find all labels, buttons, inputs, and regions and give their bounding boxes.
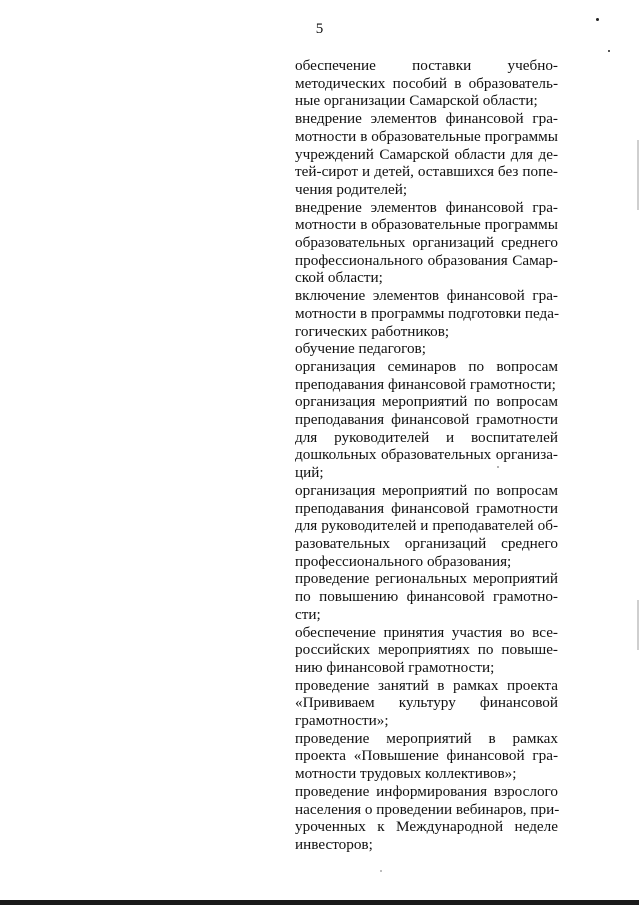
text-line: преподавания финансовой грамотности <box>295 411 558 429</box>
text-line: обучение педагогов; <box>295 340 426 358</box>
document-body <box>295 57 558 854</box>
text-line: проекта «Повышение финансовой гра- <box>295 747 558 765</box>
text-line: ской области; <box>295 269 383 287</box>
text-line: для руководителей и преподавателей об- <box>295 517 558 535</box>
text-line: профессионального образования; <box>295 552 512 570</box>
list-item <box>295 783 558 854</box>
list-item <box>295 110 558 199</box>
list-item <box>295 358 558 393</box>
text-line: обеспечение принятия участия во все- <box>295 623 558 641</box>
text-line: преподавания финансовой грамотности <box>295 499 558 517</box>
page-number: 5 <box>315 21 324 37</box>
list-item <box>295 624 558 677</box>
text-line: мотности в программы подготовки педа- <box>295 304 560 322</box>
text-line: мотности в образовательные программы <box>295 216 558 234</box>
text-line: профессионального образования Самар- <box>295 251 558 269</box>
text-line: внедрение элементов финансовой гра- <box>295 198 558 216</box>
text-line: ные организации Самарской области; <box>295 92 538 110</box>
text-line: нию финансовой грамотности; <box>295 658 495 676</box>
text-line: по повышению финансовой грамотно- <box>295 588 558 606</box>
text-line: инвесторов; <box>295 835 373 853</box>
text-line: мотности в образовательные программы <box>295 127 558 145</box>
text-line: учреждений Самарской области для де- <box>295 145 558 163</box>
text-line: образовательных организаций среднего <box>295 234 558 252</box>
text-line: сти; <box>295 605 321 623</box>
text-line: проведение мероприятий в рамках <box>295 729 558 747</box>
scan-speck <box>608 50 610 52</box>
scan-speck <box>497 466 499 468</box>
list-item <box>295 570 558 623</box>
text-line: разовательных организаций среднего <box>295 534 558 552</box>
text-line: проведение региональных мероприятий <box>295 570 558 588</box>
list-item <box>295 677 558 730</box>
text-line: населения о проведении вебинаров, при- <box>295 800 560 818</box>
list-item <box>295 287 558 340</box>
text-line: для руководителей и воспитателей <box>295 428 558 446</box>
text-line: гогических работников; <box>295 322 450 340</box>
text-line: «Прививаем культуру финансовой <box>295 694 558 712</box>
list-item <box>295 482 558 571</box>
text-line: уроченных к Международной неделе <box>295 818 558 836</box>
list-item <box>295 730 558 783</box>
list-item <box>295 340 558 358</box>
list-item <box>295 199 558 288</box>
scan-speck <box>596 18 599 21</box>
text-line: дошкольных образовательных организа- <box>295 446 558 464</box>
list-item <box>295 393 558 482</box>
text-line: ций; <box>295 464 324 482</box>
text-line: включение элементов финансовой гра- <box>295 287 558 305</box>
text-line: проведение информирования взрослого <box>295 782 558 800</box>
text-line: чения родителей; <box>295 180 408 198</box>
text-line: внедрение элементов финансовой гра- <box>295 110 558 128</box>
text-line: организация мероприятий по вопросам <box>295 393 558 411</box>
list-item <box>295 57 558 110</box>
text-line: мотности трудовых коллективов»; <box>295 765 517 783</box>
text-line: организация семинаров по вопросам <box>295 357 558 375</box>
text-line: тей-сирот и детей, оставшихся без попе- <box>295 163 558 181</box>
text-line: методических пособий в образователь- <box>295 74 558 92</box>
text-line: грамотности»; <box>295 712 389 730</box>
text-line: обеспечение поставки учебно- <box>295 57 558 74</box>
text-line: организация мероприятий по вопросам <box>295 481 558 499</box>
scan-bottom-bar <box>0 900 639 905</box>
text-line: проведение занятий в рамках проекта <box>295 676 558 694</box>
text-line: российских мероприятиях по повыше- <box>295 641 558 659</box>
scan-speck <box>380 870 382 872</box>
text-line: преподавания финансовой грамотности; <box>295 375 556 393</box>
